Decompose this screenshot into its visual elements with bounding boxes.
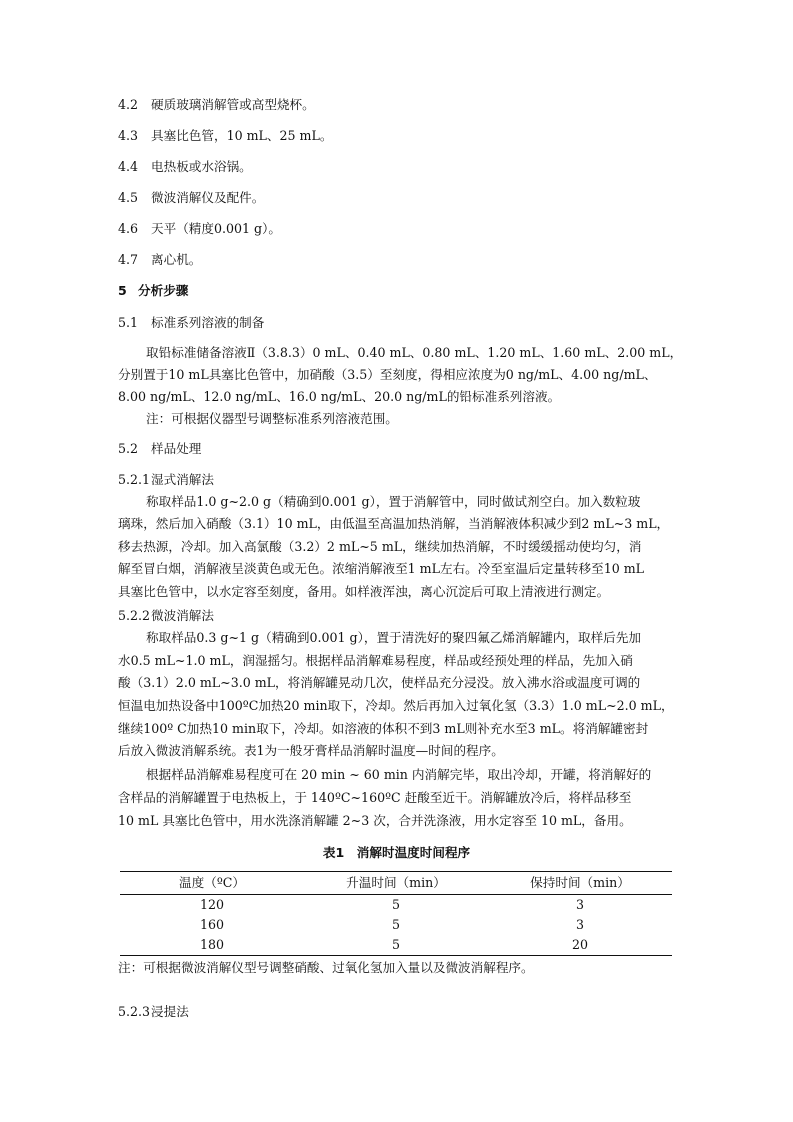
list-item: 4.2 硬质玻璃消解管或高型烧杯。: [118, 97, 315, 112]
subsection-heading: 5.2.3浸提法: [118, 1004, 189, 1019]
subsection-heading: 5.1 标准系列溶液的制备: [118, 315, 265, 330]
table-cell: 120: [199, 897, 225, 912]
table-cell: 3: [575, 917, 584, 932]
table-cell: 5: [391, 897, 400, 912]
table-cell: 3: [575, 897, 584, 912]
note: 注：可根据仪器型号调整标准系列溶液范围。: [146, 411, 398, 426]
paragraph-line: 移去热源，冷却。加入高氯酸（3.2）2 mL~5 mL，继续加热消解，不时缓缓摇动使均匀，消: [118, 539, 642, 554]
table-row: [120, 915, 672, 935]
subsection-heading: 5.2 样品处理: [118, 441, 202, 456]
paragraph-line: 继续100º C加热10 min取下，冷却。如溶液的体积不到3 mL则补充水至3 mL。将消解罐密封: [118, 721, 649, 736]
section-heading: 5 分析步骤: [118, 283, 189, 298]
table-cell: 160: [199, 917, 225, 932]
table-caption: 表1 消解时温度时间程序: [322, 845, 471, 860]
paragraph-line: 含样品的消解罐置于电热板上，于 140ºC~160ºC 赶酸至近干。消解罐放冷后，将样品移至: [118, 790, 632, 805]
column-header: 保持时间（min）: [530, 875, 630, 890]
paragraph-line: 酸（3.1）2.0 mL~3.0 mL，将消解罐晃动几次，使样品充分浸没。放入沸水浴或温度可调的: [118, 675, 641, 690]
list-item: 4.4 电热板或水浴锅。: [118, 159, 252, 174]
subsection-heading: 5.2.2微波消解法: [118, 608, 214, 623]
paragraph-line: 称取样品0.3 g~1 g（精确到0.001 g），置于清洗好的聚四氟乙烯消解罐内，取样后先加: [146, 630, 641, 645]
paragraph-line: 解至冒白烟，消解液呈淡黄色或无色。浓缩消解液至1 mL左右。冷至室温后定量转移至10 mL: [118, 561, 645, 576]
paragraph-line: 称取样品1.0 g~2.0 g（精确到0.001 g），置于消解管中，同时做试剂空白。加入数粒玻: [146, 494, 641, 509]
list-item: 4.5 微波消解仪及配件。: [118, 190, 265, 205]
list-item: 4.3 具塞比色管，10 mL、25 mL。: [118, 128, 333, 143]
paragraph-line: 10 mL 具塞比色管中，用水洗涤消解罐 2~3 次，合并洗涤液，用水定容至 10 mL，备用。: [118, 813, 632, 828]
table-cell: 20: [571, 937, 589, 952]
paragraph-line: 具塞比色管中，以水定容至刻度，备用。如样液浑浊，离心沉淀后可取上清液进行测定。: [118, 584, 610, 599]
paragraph-line: 恒温电加热设备中100ºC加热20 min取下，冷却。然后再加入过氧化氢（3.3）1.0 mL~2.0 mL，: [118, 698, 674, 713]
data-table: [120, 871, 672, 956]
table-row: [120, 895, 672, 916]
table-cell: 5: [391, 937, 400, 952]
subsection-heading: 5.2.1湿式消解法: [118, 472, 214, 487]
paragraph-line: 后放入微波消解系统。表1为一般牙膏样品消解时温度—时间的程序。: [118, 743, 504, 758]
column-header: 升温时间（min）: [346, 875, 446, 890]
table-cell: 5: [391, 917, 400, 932]
table-row: [120, 935, 672, 956]
table-note: 注：可根据微波消解仪型号调整硝酸、过氧化氢加入量以及微波消解程序。: [118, 960, 534, 975]
paragraph-line: 璃珠，然后加入硝酸（3.1）10 mL，由低温至高温加热消解，当消解液体积减少到2 mL~3 mL，: [118, 516, 670, 531]
paragraph-line: 水0.5 mL~1.0 mL，润湿摇匀。根据样品消解难易程度，样品或经预处理的样品，先加入硝: [118, 653, 633, 668]
paragraph-line: 根据样品消解难易程度可在 20 min ~ 60 min 内消解完毕，取出冷却，开罐，将消解好的: [146, 767, 652, 782]
paragraph-line: 8.00 ng/mL、12.0 ng/mL、16.0 ng/mL、20.0 ng/mL的铅标准系列溶液。: [118, 389, 561, 404]
table-cell: 180: [199, 937, 225, 952]
paragraph-line: 取铅标准储备溶液Ⅱ（3.8.3）0 mL、0.40 mL、0.80 mL、1.20 mL、1.60 mL、2.00 mL，: [146, 345, 683, 360]
list-item: 4.6 天平（精度0.001 g）。: [118, 221, 281, 236]
column-header: 温度（ºC）: [179, 875, 245, 890]
paragraph-line: 分别置于10 mL具塞比色管中，加硝酸（3.5）至刻度，得相应浓度为0 ng/mL、4.00 ng/mL、: [118, 367, 657, 382]
table-header-row: [120, 872, 672, 895]
list-item: 4.7 离心机。: [118, 252, 202, 267]
